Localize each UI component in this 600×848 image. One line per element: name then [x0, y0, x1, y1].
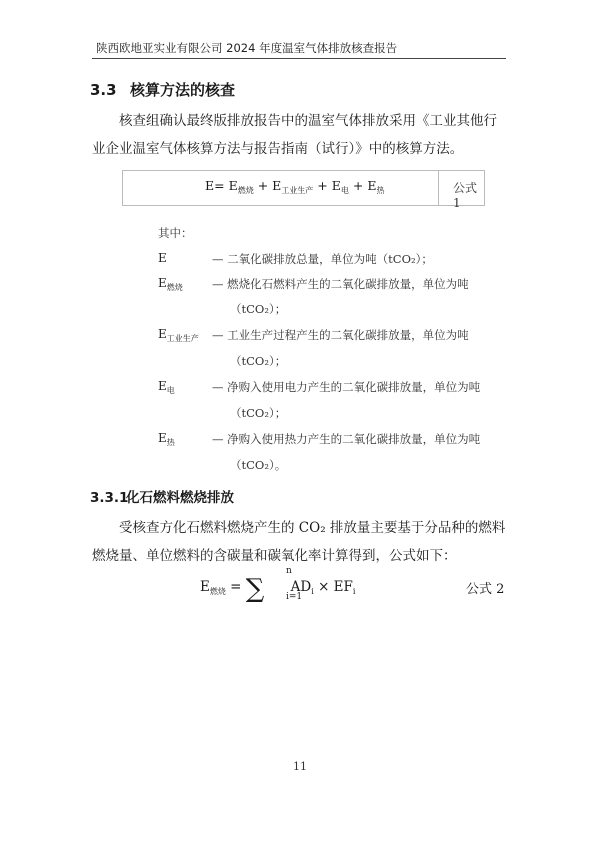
- var-unit: （tCO₂）；: [230, 406, 287, 420]
- var-symbol: $E_电$: [158, 379, 175, 395]
- var-description: — 二氧化碳排放总量，单位为吨（tCO₂）；: [212, 252, 433, 266]
- section-title: 核算方法的核查: [130, 81, 236, 99]
- var-symbol: $E_热$: [158, 431, 175, 447]
- section-heading: [90, 79, 235, 100]
- page-header: 陕西欧地亚实业有限公司 2024 年度温室气体排放核查报告: [96, 41, 398, 55]
- var-unit: （tCO₂）；: [230, 354, 287, 368]
- equation-2: $E_{燃烧}$ = ∑ n i=1 $AD_i \times EF_i$: [200, 566, 356, 604]
- page-number: 11: [293, 760, 307, 773]
- intro-paragraph: 核查组确认最终版排放报告中的温室气体排放采用《工业其他行业企业温室气体核算方法与报告指南（试行）》中的核算方法。: [92, 113, 497, 157]
- subsection-heading: [90, 486, 234, 506]
- summation-symbol: ∑: [245, 574, 265, 604]
- var-description: — 净购入使用电力产生的二氧化碳排放量，单位为吨: [212, 380, 481, 394]
- subsection-number: 3.3.1: [90, 490, 129, 506]
- section-number: 3.3: [90, 81, 117, 99]
- var-description: — 净购入使用热力产生的二氧化碳排放量，单位为吨: [212, 432, 481, 446]
- equation-divider: [438, 171, 439, 205]
- var-symbol: $E_{工业生产}$: [158, 327, 199, 343]
- where-label: 其中：: [158, 226, 193, 240]
- equation-1-box: [122, 170, 485, 210]
- equation-2-tag: 公式 2: [466, 582, 505, 597]
- var-symbol: E: [158, 251, 167, 265]
- body-paragraph: 受核查方化石燃料燃烧产生的 CO₂ 排放量主要基于分品种的燃料燃烧量、单位燃料的含碳量和碳氧化率计算得到，公式如下：: [92, 520, 506, 564]
- var-symbol: $E_{燃烧}$: [158, 276, 183, 292]
- var-description: — 燃烧化石燃料产生的二氧化碳排放量，单位为吨: [212, 277, 469, 291]
- var-description: — 工业生产过程产生的二氧化碳排放量，单位为吨: [212, 328, 469, 342]
- var-unit: （tCO₂）。: [230, 458, 287, 472]
- header-rule: [92, 58, 506, 59]
- subsection-title: 化石燃料燃烧排放: [126, 490, 234, 506]
- equation-1-tag: 公式 1: [453, 181, 478, 210]
- equation-1: $E= E_{燃烧} + E_{工业生产} + E_电 + E_热$: [205, 178, 385, 195]
- var-unit: （tCO₂）；: [230, 302, 287, 316]
